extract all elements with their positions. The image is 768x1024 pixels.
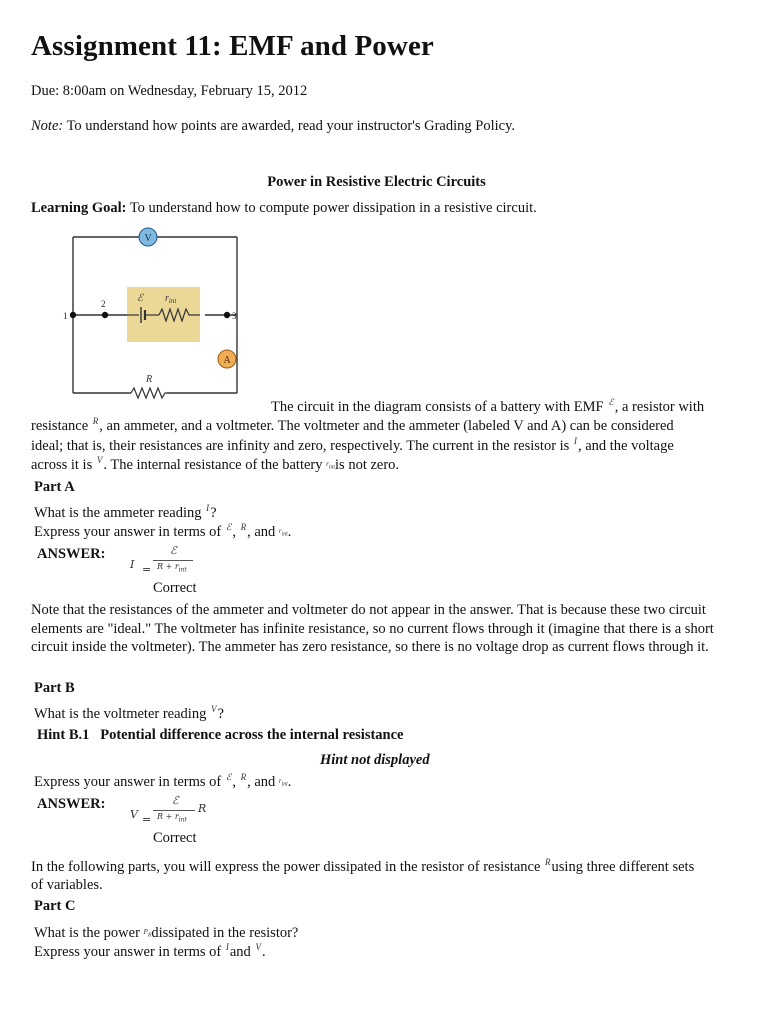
page-title: Assignment 11: EMF and Power xyxy=(31,30,434,62)
hint-b1[interactable] xyxy=(37,726,403,745)
transition-line-2: of variables. xyxy=(31,877,103,893)
sym-V: V xyxy=(210,704,217,714)
part-b-eq-sign: = xyxy=(142,813,152,826)
den-sub: int xyxy=(178,566,187,574)
intro-line-4 xyxy=(31,456,399,480)
part-a-status: Correct xyxy=(153,580,197,596)
hint-title[interactable]: Potential difference across the internal resistance xyxy=(100,727,404,743)
part-a-answer-label: ANSWER: xyxy=(37,546,106,562)
part-b-eq-num: ℰ xyxy=(172,794,179,807)
part-b-express xyxy=(34,773,291,797)
sym-emf: ℰ xyxy=(225,772,232,782)
sep: , xyxy=(232,524,236,540)
sym-rint-letter: r xyxy=(278,527,282,535)
intro-text-9: is not zero. xyxy=(335,457,400,473)
sep: , and xyxy=(247,524,276,540)
part-a-question-mark: ? xyxy=(210,505,217,521)
sep: , and xyxy=(247,774,276,790)
intro-text-7: across it is xyxy=(31,457,93,473)
part-a-label: Part A xyxy=(34,479,75,495)
part-b-eq-factor: R xyxy=(198,802,207,815)
sym-rint-letter: r xyxy=(278,777,282,785)
sym-P: P xyxy=(143,928,148,936)
sym-I: I xyxy=(573,436,577,446)
note-label: Note: xyxy=(31,118,64,134)
sym-R: R xyxy=(92,416,99,426)
part-b-eq-lhs: V xyxy=(130,808,138,821)
intro-line-3 xyxy=(31,437,674,457)
transition-text-2: using three different sets xyxy=(551,859,695,875)
sym-V: V xyxy=(96,455,103,465)
sym-rint-letter: r xyxy=(326,460,329,468)
learning-goal xyxy=(31,199,537,218)
node-3-label: 3 xyxy=(232,311,237,321)
sym-rint-sub: int xyxy=(328,464,336,471)
rint-letter: r xyxy=(165,293,169,304)
intro-text-5: ideal; that is, their resistances are infinity and zero, respectively. The current in the resistor is xyxy=(31,438,570,454)
part-b-eq-den xyxy=(157,812,187,824)
sym-emf: ℰ xyxy=(225,522,232,532)
sym-P-sub: R xyxy=(147,932,152,939)
intro-text-2: , a resistor with xyxy=(614,399,705,415)
hint-status: Hint not displayed xyxy=(320,752,430,768)
part-a-express xyxy=(34,523,291,547)
transition-text-1: In the following parts, you will express the power dissipated in the resistor of resistance xyxy=(31,859,541,875)
voltmeter-label: V xyxy=(144,233,152,244)
part-c-express xyxy=(34,943,266,963)
end: . xyxy=(261,944,266,960)
sym-R: R xyxy=(240,772,247,782)
intro-text-8: . The internal resistance of the battery xyxy=(103,457,323,473)
part-a-eq-den xyxy=(157,562,187,574)
resistor-label: R xyxy=(146,374,153,385)
part-b-answer-label: ANSWER: xyxy=(37,796,106,812)
ammeter-label: A xyxy=(223,355,231,366)
sym-PR xyxy=(143,928,152,939)
express-text: Express your answer in terms of xyxy=(34,524,222,540)
node-1-dot xyxy=(70,312,76,318)
den-text: R + r xyxy=(157,562,179,571)
goal-label: Learning Goal: xyxy=(31,200,127,216)
node-2-label: 2 xyxy=(101,299,106,309)
problem-heading: Power in Resistive Electric Circuits xyxy=(267,174,486,190)
intro-text-4: , an ammeter, and a voltmeter. The voltmeter and the ammeter (labeled V and A) can be considered xyxy=(99,418,674,434)
end: . xyxy=(287,524,292,540)
end: . xyxy=(287,774,292,790)
part-a-eq-num: ℰ xyxy=(170,544,177,557)
sym-rint xyxy=(326,460,336,471)
load-resistor xyxy=(131,388,167,398)
node-3-dot xyxy=(224,312,230,318)
rint-sub: int xyxy=(168,297,177,305)
part-c-question-text: What is the power xyxy=(34,925,140,941)
part-b-question-mark: ? xyxy=(217,706,224,722)
intro-text-3: resistance xyxy=(31,418,89,434)
part-b-frac-bar xyxy=(153,810,195,811)
part-c-question-text-2: dissipated in the resistor? xyxy=(151,925,299,941)
sym-rint xyxy=(278,527,288,538)
part-b-question-text: What is the voltmeter reading xyxy=(34,706,207,722)
node-2-dot xyxy=(102,312,108,318)
part-a-eq-sign: = xyxy=(142,563,152,576)
hint-label[interactable]: Hint B.1 xyxy=(37,727,90,743)
intro-line-1 xyxy=(271,398,704,418)
sym-rint-sub: int xyxy=(281,781,288,788)
part-b-question xyxy=(34,705,224,725)
sym-emf: ℰ xyxy=(608,397,614,407)
part-a-eq-lhs: I xyxy=(130,558,135,571)
part-a-question-text: What is the ammeter reading xyxy=(34,505,202,521)
intro-text-6: , and the voltage xyxy=(577,438,674,454)
sep: , xyxy=(232,774,236,790)
sym-I: I xyxy=(206,503,210,513)
transition-line-1 xyxy=(31,858,694,878)
den-text: R + r xyxy=(157,812,179,821)
express-text: Express your answer in terms of xyxy=(34,774,222,790)
goal-text: To understand how to compute power dissipation in a resistive circuit. xyxy=(126,200,537,216)
part-b-status: Correct xyxy=(153,830,197,846)
due-date: Due: 8:00am on Wednesday, February 15, 2012 xyxy=(31,83,308,99)
circuit-diagram xyxy=(55,225,255,405)
sym-I: I xyxy=(225,942,229,952)
grading-note xyxy=(31,117,515,136)
sym-R: R xyxy=(240,522,247,532)
sym-rint-sub: int xyxy=(281,531,288,538)
den-sub: int xyxy=(178,816,187,824)
part-a-question xyxy=(34,504,217,524)
and: and xyxy=(229,944,251,960)
intro-text-1: The circuit in the diagram consists of a battery with EMF xyxy=(271,399,604,415)
express-text: Express your answer in terms of xyxy=(34,944,222,960)
part-b-label: Part B xyxy=(34,680,75,696)
note-text: To understand how points are awarded, read your instructor's Grading Policy. xyxy=(63,118,516,134)
sym-R: R xyxy=(545,857,551,867)
intro-line-2 xyxy=(31,417,674,437)
sym-rint xyxy=(278,777,288,788)
part-c-label: Part C xyxy=(34,898,76,914)
node-1-label: 1 xyxy=(63,311,68,321)
sym-V: V xyxy=(255,942,261,952)
emf-label: ℰ xyxy=(137,293,144,304)
part-a-frac-bar xyxy=(153,560,193,561)
part-a-explanation: Note that the resistances of the ammeter and voltmeter do not appear in the answer. That is because these two circuit elements are "ideal." The voltmeter has infinite resistance, so no current flows through it (imagine that there is a short circuit inside the voltmeter). The ammeter has zero resistance, so there is no voltage drop as current flows through it. xyxy=(31,602,714,655)
